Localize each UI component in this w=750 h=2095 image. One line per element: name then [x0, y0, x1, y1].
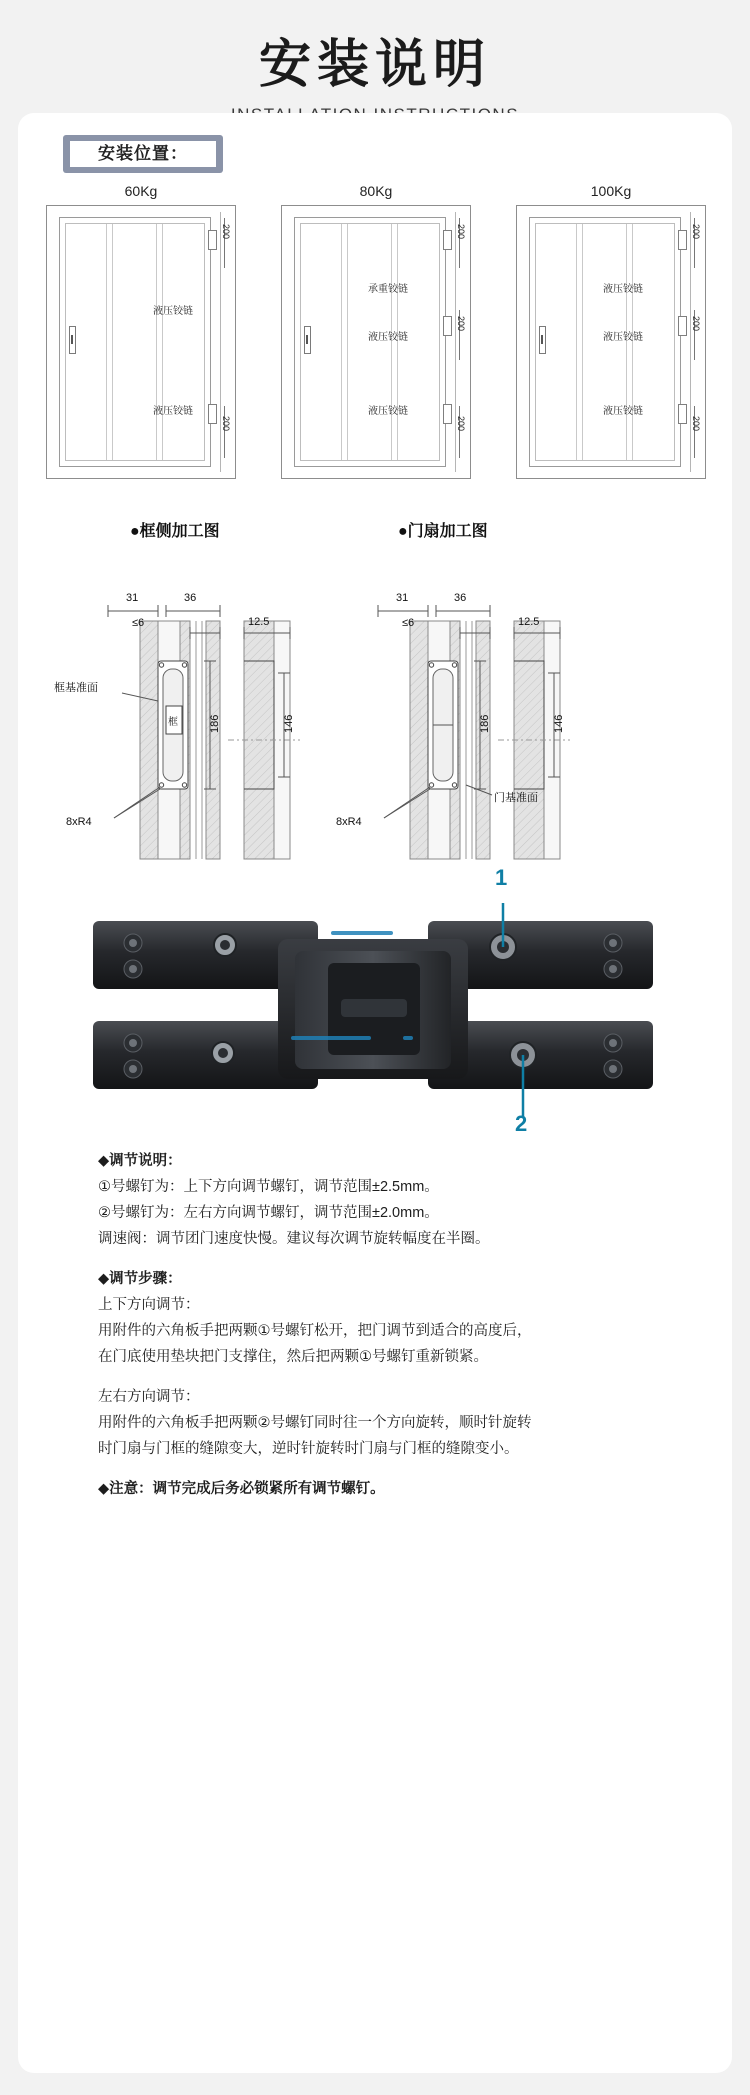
hinge-label: 液压铰链 — [153, 306, 193, 317]
dim-31-frame: 31 — [126, 592, 139, 604]
hinge-label: 液压铰链 — [603, 284, 643, 295]
note-line: ◆注意：调节完成后务必锁紧所有调节螺钉。 — [98, 1481, 385, 1497]
door-datum-label: 门基准面 — [494, 792, 538, 804]
hinge-label: 液压铰链 — [368, 332, 408, 343]
hinge-mark — [443, 404, 452, 424]
page-header — [0, 0, 750, 125]
step-updown-line-2: 在门底使用垫块把门支撑住，然后把两颗①号螺钉重新锁紧。 — [98, 1349, 488, 1365]
door-col-60 — [46, 183, 236, 479]
step-leftright-title: 左右方向调节： — [98, 1389, 200, 1405]
instructions-block — [98, 1148, 668, 1502]
dim-186-door: 186 — [479, 714, 491, 733]
hinge-mark — [443, 316, 452, 336]
door-capacity-label: 80Kg — [359, 183, 393, 199]
dim-125-frame: 12.5 — [248, 616, 270, 628]
callout-2: 2 — [515, 1111, 528, 1136]
door-handle-icon — [69, 326, 76, 354]
dim-le6-door: ≤6 — [402, 617, 415, 629]
frame-datum-label: 框基准面 — [54, 682, 98, 694]
dim-36-door: 36 — [454, 592, 467, 604]
door-col-80 — [281, 183, 471, 479]
dimension-label: 200 — [691, 224, 701, 240]
step-updown-title: 上下方向调节： — [98, 1297, 200, 1313]
dim-125-door: 12.5 — [518, 616, 540, 628]
hinge-mark — [208, 404, 217, 424]
door-capacity-label: 60Kg — [124, 183, 158, 199]
step-leftright-line-1: 用附件的六角板手把两颗②号螺钉同时往一个方向旋转，顺时针旋转 — [98, 1415, 532, 1431]
door-leaf — [59, 217, 211, 467]
dim-31-door: 31 — [396, 592, 409, 604]
dim-36-frame: 36 — [184, 592, 197, 604]
hinge-mark — [443, 230, 452, 250]
dim-le6-frame: ≤6 — [132, 617, 145, 629]
door-leaf-border — [65, 223, 205, 461]
hinge-mark — [678, 230, 687, 250]
door-frame — [516, 205, 706, 479]
install-position-badge — [63, 135, 223, 173]
door-frame — [281, 205, 471, 479]
adjust-title: ◆调节说明： — [98, 1153, 182, 1169]
door-diagrams — [46, 183, 706, 479]
adjust-line-3: 调速阀：调节团门速度快慢。建议每次调节旋转幅度在半圈。 — [98, 1231, 490, 1247]
technical-drawings — [48, 573, 702, 873]
hinge-mark — [678, 316, 687, 336]
dimension-label: 200 — [456, 224, 466, 240]
step-leftright-line-2: 时门扇与门框的缝隙变大，逆时针旋转时门扇与门框的缝隙变小。 — [98, 1441, 519, 1457]
callout-1: 1 — [495, 865, 508, 890]
frame-box-label: 框 — [168, 717, 178, 728]
step-updown-line-1: 用附件的六角板手把两颗①号螺钉松开，把门调节到适合的高度后， — [98, 1323, 532, 1339]
install-position-label: 安装位置： — [69, 140, 217, 168]
hinge-mark — [208, 230, 217, 250]
door-col-100 — [516, 183, 706, 479]
dimension-label: 200 — [691, 416, 701, 432]
adjust-line-1: ①号螺钉为：上下方向调节螺钉，调节范围±2.5mm。 — [98, 1179, 439, 1195]
hinge-label: 承重铰链 — [368, 284, 408, 295]
hinge-label: 液压铰链 — [603, 406, 643, 417]
dim-146-frame: 146 — [283, 714, 295, 733]
hinge-label: 液压铰链 — [603, 332, 643, 343]
hinge-label: 液压铰链 — [368, 406, 408, 417]
hinge-mark — [678, 404, 687, 424]
door-handle-icon — [539, 326, 546, 354]
dimension-label: 200 — [221, 416, 231, 432]
door-drawing-title: ●门扇加工图 — [398, 523, 488, 540]
door-capacity-label: 100Kg — [590, 183, 632, 199]
dim-8xr4-door: 8xR4 — [336, 816, 362, 828]
adjust-line-2: ②号螺钉为：左右方向调节螺钉，调节范围±2.0mm。 — [98, 1205, 439, 1221]
hinge-label: 液压铰链 — [153, 406, 193, 417]
content-card — [18, 113, 732, 2073]
dim-8xr4-frame: 8xR4 — [66, 816, 92, 828]
door-frame — [46, 205, 236, 479]
dimension-label: 200 — [456, 316, 466, 332]
hinge-photo — [73, 865, 673, 1136]
dim-146-door: 146 — [553, 714, 565, 733]
page-title: 安装说明 — [258, 35, 491, 95]
dimension-label: 200 — [456, 416, 466, 432]
dim-186-frame: 186 — [209, 714, 221, 733]
door-handle-icon — [304, 326, 311, 354]
steps-title: ◆调节步骤： — [98, 1271, 182, 1287]
dimension-label: 200 — [691, 316, 701, 332]
dimension-label: 200 — [221, 224, 231, 240]
frame-drawing-title: ●框侧加工图 — [130, 523, 220, 540]
